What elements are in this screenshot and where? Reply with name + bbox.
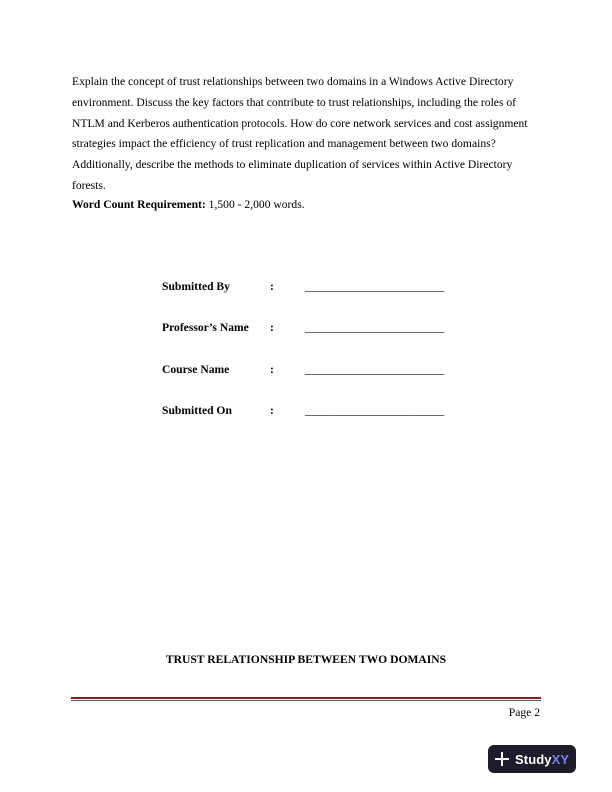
- form-blank-line: ________________________: [305, 404, 445, 417]
- form-colon: :: [270, 363, 274, 376]
- form-blank-line: ________________________: [305, 280, 445, 293]
- form-blank-line: ________________________: [305, 363, 445, 376]
- form-label: Submitted On: [162, 404, 232, 417]
- form-label: Professor’s Name: [162, 321, 249, 334]
- studyxy-badge[interactable]: [488, 745, 576, 773]
- plus-icon: [495, 752, 509, 766]
- word-count-requirement: [72, 197, 305, 213]
- form-blank-line: ________________________: [305, 321, 445, 334]
- form-colon: :: [270, 280, 274, 293]
- form-label: Course Name: [162, 363, 230, 376]
- word-count-value: 1,500 - 2,000 words.: [205, 198, 305, 211]
- badge-label: [515, 752, 569, 767]
- assignment-prompt: Explain the concept of trust relationships between two domains in a Windows Active Directory environment. Discuss the key factors that contribute to trust relationships, including the roles of NTLM and Kerberos authentication protocols. How do core network services and cost assignment strategies impact the efficiency of trust replication and management between two domains? Additionally, describe the methods to eliminate duplication of services within Active Directory forests.: [72, 75, 528, 192]
- form-colon: :: [270, 404, 274, 417]
- badge-text-accent: XY: [551, 751, 570, 767]
- form-label: Submitted By: [162, 280, 230, 293]
- word-count-label: Word Count Requirement:: [72, 198, 206, 211]
- badge-text-main: Study: [515, 751, 552, 767]
- footer-rule-inner: [71, 700, 541, 701]
- page-number: Page 2: [508, 706, 540, 719]
- section-title: TRUST RELATIONSHIP BETWEEN TWO DOMAINS: [165, 653, 447, 666]
- form-colon: :: [270, 321, 274, 334]
